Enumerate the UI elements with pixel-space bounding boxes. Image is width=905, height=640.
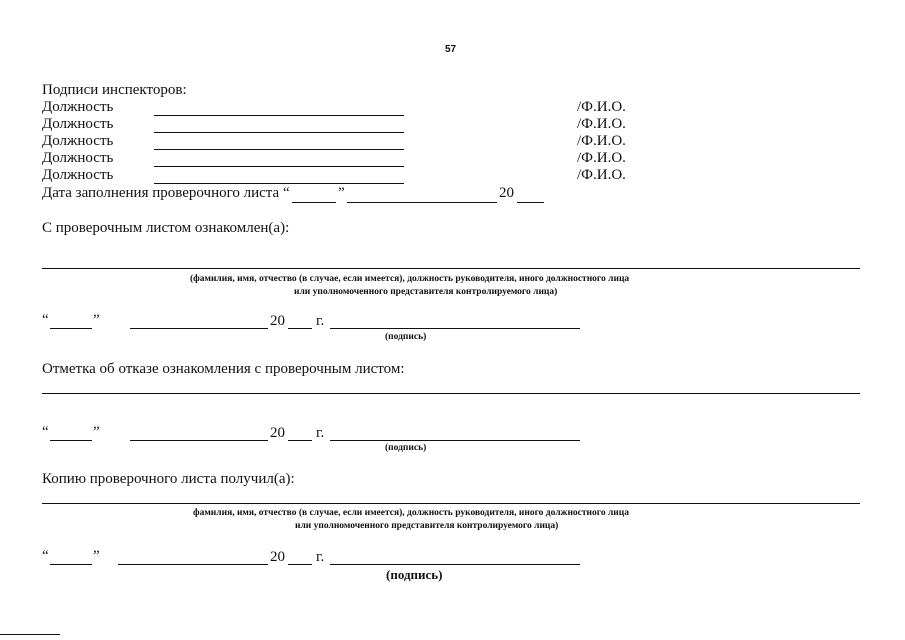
- acquainted-year-suffix: г.: [316, 313, 325, 329]
- refusal-year-field[interactable]: [288, 440, 312, 441]
- position-label: Должность: [42, 133, 114, 149]
- name-label: /Ф.И.О.: [577, 116, 626, 132]
- fill-date-day-field[interactable]: [292, 202, 336, 203]
- acquainted-heading: С проверочным листом ознакомлен(а):: [42, 220, 290, 236]
- refusal-quote-open: “: [42, 424, 49, 440]
- copy-received-day-field[interactable]: [50, 564, 92, 565]
- acquainted-month-field[interactable]: [130, 328, 268, 329]
- name-label: /Ф.И.О.: [577, 150, 626, 166]
- refusal-quote-close: ”: [93, 424, 100, 440]
- page-number: 57: [445, 44, 457, 55]
- position-label: Должность: [42, 116, 114, 132]
- refusal-signature-caption: (подпись): [385, 443, 427, 453]
- name-label: /Ф.И.О.: [577, 167, 626, 183]
- copy-received-quote-close: ”: [93, 548, 100, 564]
- refusal-month-field[interactable]: [130, 440, 268, 441]
- footnote-divider: [0, 634, 60, 635]
- fill-date-label: Дата заполнения проверочного листа “: [42, 185, 290, 201]
- acquainted-signature-field[interactable]: [330, 328, 580, 329]
- copy-received-signature-field[interactable]: [330, 564, 580, 565]
- position-label: Должность: [42, 167, 114, 183]
- acquainted-year-field[interactable]: [288, 328, 312, 329]
- acquainted-quote-open: “: [42, 312, 49, 328]
- copy-received-year-field[interactable]: [288, 564, 312, 565]
- position-signature-line[interactable]: [154, 149, 404, 150]
- refusal-heading: Отметка об отказе ознакомления с проверочным листом:: [42, 361, 405, 377]
- refusal-signature-field[interactable]: [330, 440, 580, 441]
- fill-date-year-field[interactable]: [517, 202, 544, 203]
- copy-received-caption-line2: или уполномоченного представителя контролируемого лица): [295, 521, 559, 531]
- acquainted-caption-line1: (фамилия, имя, отчество (в случае, если имеется), должность руководителя, иного должностного лица: [190, 274, 630, 284]
- fill-date-quote-close: ”: [338, 185, 345, 201]
- copy-received-name-field[interactable]: [42, 503, 860, 504]
- acquainted-day-field[interactable]: [50, 328, 92, 329]
- copy-received-caption-line1: фамилия, имя, отчество (в случае, если имеется), должность руководителя, иного должностного лица: [193, 508, 630, 518]
- inspectors-heading: Подписи инспекторов:: [42, 82, 187, 98]
- copy-received-year-suffix: г.: [316, 549, 325, 565]
- copy-received-signature-caption: (подпись): [386, 567, 443, 582]
- copy-received-month-field[interactable]: [118, 564, 268, 565]
- acquainted-quote-close: ”: [93, 312, 100, 328]
- acquainted-signature-caption: (подпись): [385, 332, 427, 342]
- acquainted-year-prefix: 20: [270, 313, 285, 329]
- position-signature-line[interactable]: [154, 115, 404, 116]
- copy-received-quote-open: “: [42, 548, 49, 564]
- refusal-year-suffix: г.: [316, 425, 325, 441]
- acquainted-caption-line2: или уполномоченного представителя контролируемого лица): [294, 287, 558, 297]
- position-signature-line[interactable]: [154, 183, 404, 184]
- fill-date-year-prefix: 20: [499, 185, 514, 201]
- copy-received-year-prefix: 20: [270, 549, 285, 565]
- name-label: /Ф.И.О.: [577, 99, 626, 115]
- copy-received-heading: Копию проверочного листа получил(а):: [42, 471, 295, 487]
- acquainted-name-field[interactable]: [42, 268, 860, 269]
- refusal-year-prefix: 20: [270, 425, 285, 441]
- position-signature-line[interactable]: [154, 132, 404, 133]
- position-label: Должность: [42, 99, 114, 115]
- position-signature-line[interactable]: [154, 166, 404, 167]
- refusal-note-field[interactable]: [42, 393, 860, 394]
- fill-date-month-field[interactable]: [347, 202, 497, 203]
- position-label: Должность: [42, 150, 114, 166]
- name-label: /Ф.И.О.: [577, 133, 626, 149]
- refusal-day-field[interactable]: [50, 440, 92, 441]
